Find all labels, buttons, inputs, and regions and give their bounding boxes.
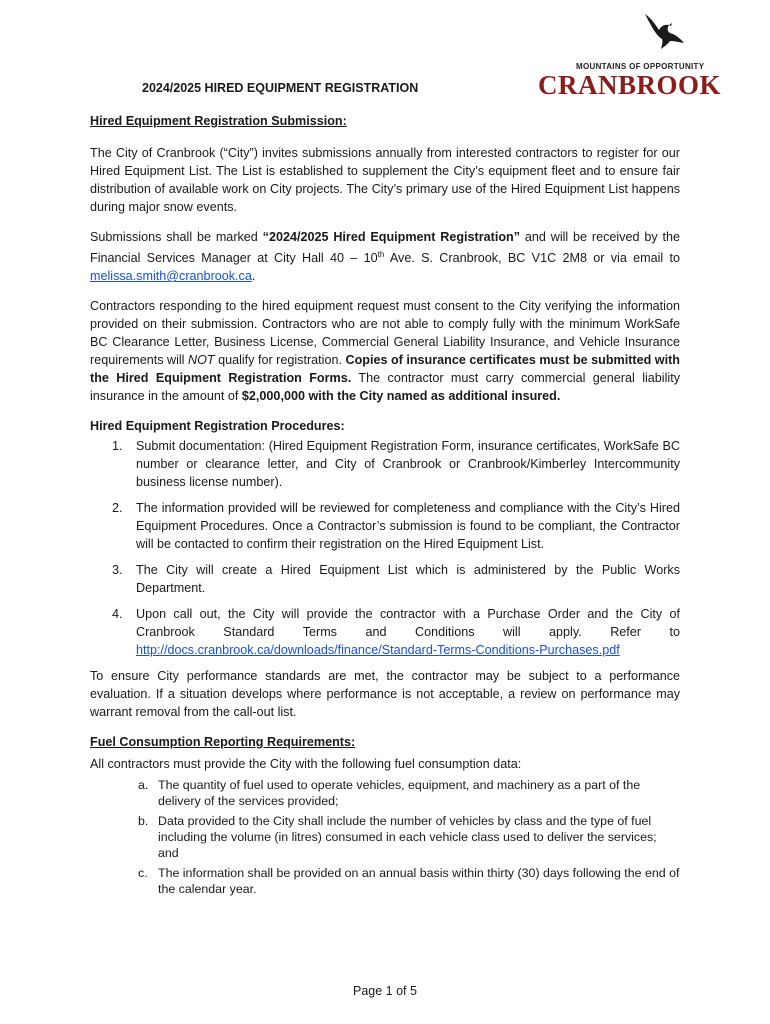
- email-link[interactable]: melissa.smith@cranbrook.ca: [90, 269, 252, 284]
- list-item: 4. Upon call out, the City will provide the contractor with a Purchase Order and the City of Cranbrook Standard Terms and Conditions will apply. Refer to: [112, 607, 680, 640]
- document-title: 2024/2025 HIRED EQUIPMENT REGISTRATION: [142, 81, 419, 95]
- section-heading-fuel: Fuel Consumption Reporting Requirements:: [90, 735, 356, 750]
- paragraph-performance: To ensure City performance standards are met, the contractor may be subject to a performance evaluation. If a situation develops where performance is not acceptable, a review on performance may warrant removal from the call-out list.: [90, 669, 680, 720]
- list-item: 2. The information provided will be reviewed for completeness and compliance with the City’s Hired Equipment Procedures. Once a Contractor’s submission is found to be compliant, the Contractor will be contacted to confirm their registration on the Hired Equipment List.: [112, 501, 680, 552]
- list-item: a. The quantity of fuel used to operate vehicles, equipment, and machinery as a part of the delivery of the services provided;: [138, 778, 641, 809]
- list-item: 1. Submit documentation: (Hired Equipment Registration Form, insurance certificates, WorkSafe BC number or clearance letter, and City of Cranbrook or Cranbrook/Kimberley Intercommunity business license number).: [112, 439, 680, 490]
- logo-brand: CRANBROOK: [538, 70, 722, 100]
- fuel-requirements-list: [90, 777, 680, 897]
- list-item: b. Data provided to the City shall include the number of vehicles by class and the type of fuel including the volume (in litres) consumed in each vehicle class used to deliver the services; and: [138, 814, 657, 861]
- paragraph-fuel-intro: All contractors must provide the City with the following fuel consumption data:: [90, 757, 522, 772]
- procedures-list: [90, 437, 680, 659]
- section-heading-procedures: Hired Equipment Registration Procedures:: [90, 419, 345, 434]
- paragraph-submission: Submissions shall be marked “2024/2025 Hired Equipment Registration” and will be received by the Financial Services Manager at City Hall 40 – 10th Ave. S. Cranbrook, BC V1C 2M8 or via email to melissa.smith@cranbrook.ca.: [90, 230, 680, 284]
- terms-conditions-link[interactable]: http://docs.cranbrook.ca/downloads/finance/Standard-Terms-Conditions-Purchases.pdf: [136, 643, 620, 658]
- eagle-icon: [643, 12, 685, 50]
- list-item: c. The information shall be provided on an annual basis within thirty (30) days following the end of the calendar year.: [138, 866, 680, 897]
- logo-tagline: MOUNTAINS OF OPPORTUNITY: [576, 62, 705, 71]
- document-body: [90, 112, 680, 901]
- paragraph-intro: The City of Cranbrook (“City”) invites submissions annually from interested contractors to register for our Hired Equipment List. The List is established to supplement the City’s equipment fleet and to ensure fair distribution of available work on City projects. The City’s primary use of the Hired Equipment List happens during major snow events.: [90, 146, 680, 214]
- page-number: Page 1 of 5: [353, 984, 417, 998]
- list-item: 3. The City will create a Hired Equipment List which is administered by the Public Works Department.: [112, 563, 680, 596]
- cranbrook-logo: [538, 12, 730, 102]
- section-heading-submission: Hired Equipment Registration Submission:: [90, 114, 347, 128]
- paragraph-requirements: Contractors responding to the hired equipment request must consent to the City verifying the information provided on their submission. Contractors who are not able to comply fully with the minimum WorkSafe BC Clearance Letter, Business License, Commercial General Liability Insurance, and Vehicle Insurance requirements will NOT qualify for registration. Copies of insurance certificates must be submitted with the Hired Equipment Registration Forms. The contractor must carry commercial general liability insurance in the amount of $2,000,000 with the City named as additional insured.: [90, 299, 680, 404]
- list-item-link: [90, 641, 680, 659]
